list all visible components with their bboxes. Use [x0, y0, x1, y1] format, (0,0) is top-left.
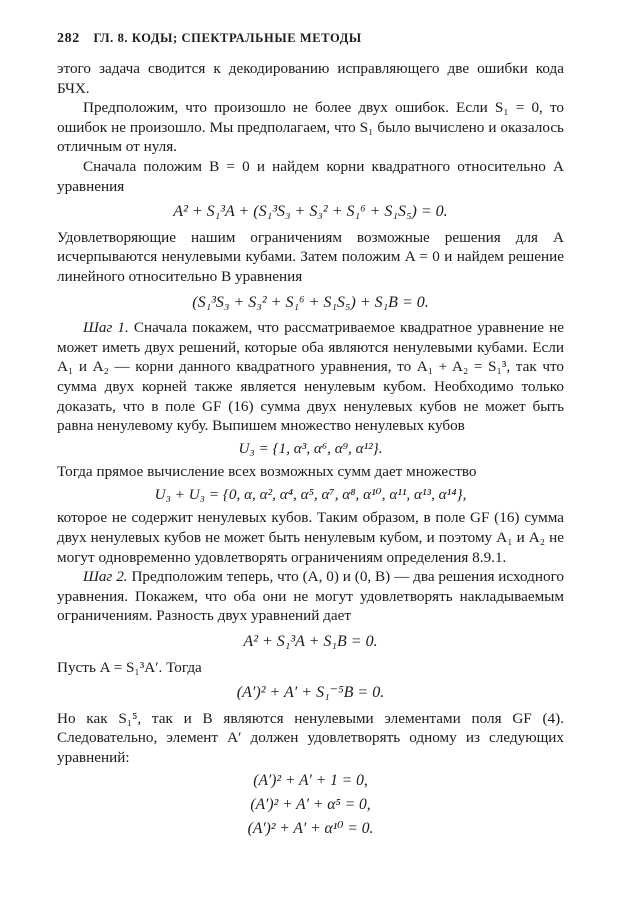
paragraph: Предположим, что произошло не более двух ошибок. Если S₁ = 0, то ошибок не произошло. Мы предполагаем, что S₁ было вычислено и оказалось отличным от нуля. [57, 99, 564, 156]
equation: (A′)² + A′ + α¹⁰ = 0. [247, 819, 374, 837]
paragraph-text: Сначала покажем, что рассматриваемое квадратное уравнение не может иметь двух решений, которые оба являются ненулевыми кубами. Если A₁ и A₂ — корни данного квадратного уравнения, то A₁ + A₂ = S₁³, так что сумма двух корней также является ненулевым кубом. Необходимо только доказать, что в поле GF (16) сумма двух ненулевых кубов не может быть равна ненулевому кубу. Выпишем множество ненулевых кубов [57, 319, 564, 435]
paragraph [57, 567, 564, 626]
page-header [57, 30, 564, 47]
paragraph: Но как S₁⁵, так и B являются ненулевыми элементами поля GF (4). Следовательно, элемент A′ должен удовлетворять одному из следующих уравнений: [57, 709, 564, 766]
paragraph-text: Предположим теперь, что (A, 0) и (0, B) — два решения исходного уравнения. Покажем, что оба они не могут удовлетворять накладываемым ограничениям. Разность двух уравнений дает [57, 568, 565, 625]
equation: U₃ = {1, α³, α⁶, α⁹, α¹²}. [238, 439, 383, 457]
page-number: 282 [57, 31, 80, 46]
step-label: Шаг 2. [83, 568, 128, 586]
equation: A² + S₁³A + (S₁³S₃ + S₃² + S₁⁶ + S₁S₅) = 0. [173, 203, 448, 221]
equation: U₃ + U₃ = {0, α, α², α⁴, α⁵, α⁷, α⁸, α¹⁰, α¹¹, α¹³, α¹⁴}, [154, 485, 467, 503]
equation: A² + S₁³A + S₁B = 0. [243, 633, 378, 651]
equation: (S₁³S₃ + S₃² + S₁⁶ + S₁S₅) + S₁B = 0. [192, 293, 429, 311]
running-title: ГЛ. 8. КОДЫ; СПЕКТРАЛЬНЫЕ МЕТОДЫ [93, 31, 362, 45]
step-label: Шаг 1. [83, 319, 129, 337]
paragraph: Тогда прямое вычисление всех возможных сумм дает множество [57, 463, 477, 481]
paragraph: Сначала положим B = 0 и найдем корни квадратного относительно A уравнения [57, 157, 564, 195]
paragraph: которое не содержит ненулевых кубов. Таким образом, в поле GF (16) сумма двух ненулевых кубов не может быть ненулевым кубом, и поэтому A₁ и A₂ не могут одновременно удовлетворять ограничениям определения 8.9.1. [57, 509, 564, 566]
paragraph: этого задача сводится к декодированию исправляющего две ошибки кода БЧХ. [57, 60, 564, 97]
paragraph: Пусть A = S₁³A′. Тогда [57, 658, 202, 676]
paragraph: Удовлетворяющие нашим ограничениям возможные решения для A исчерпываются ненулевыми кубами. Затем положим A = 0 и найдем решение линейного относительно B уравнения [57, 228, 564, 285]
paragraph [57, 318, 564, 436]
equation: (A′)² + A′ + α⁵ = 0, [250, 795, 371, 813]
equation: (A′)² + A′ + S₁⁻⁵B = 0. [236, 684, 385, 702]
equation: (A′)² + A′ + 1 = 0, [253, 771, 368, 789]
